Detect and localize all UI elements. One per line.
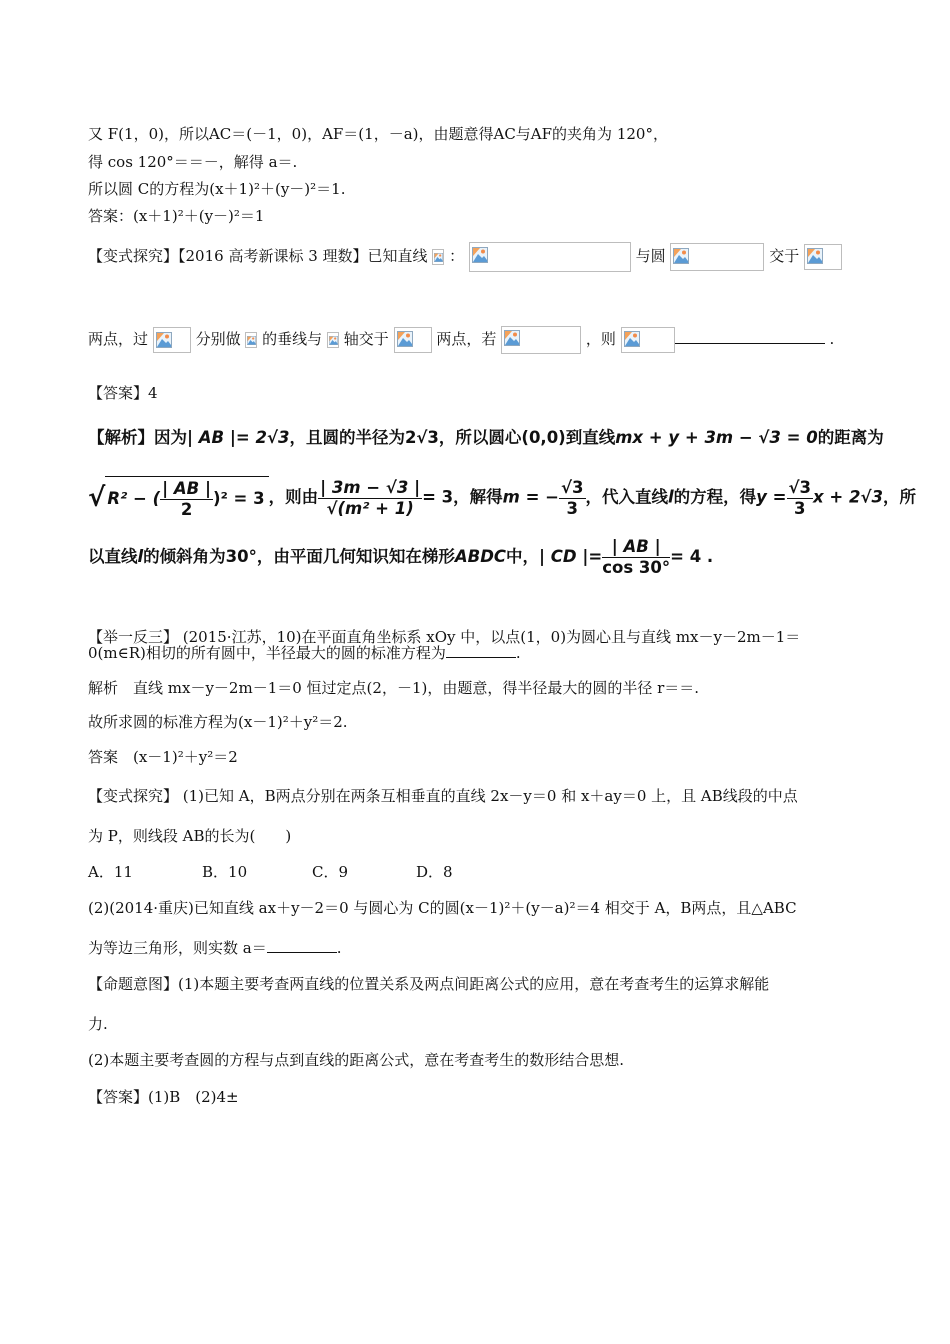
line-text: 以直线 [88,547,138,566]
line-text: 0(m∈R)相切的所有圆中，半径最大的圆的标准方程为 [88,644,446,662]
option-a: A．11 [88,863,133,881]
line-text: . [336,939,342,957]
fraction [602,537,670,578]
answer-blank [446,643,516,658]
solution-line [88,537,713,578]
line-text: . [829,330,835,348]
line-text: ，且圆的半径为 [289,428,405,447]
math [105,476,268,520]
text-line [88,898,797,918]
answer-line: 【答案】4 [88,384,158,402]
text-line [88,786,798,806]
text-line [88,124,668,144]
line-text: 轴交于 [343,330,389,348]
line-text: 为 P，则线段 AB的长为( ) [88,827,292,845]
numerator: √3 [788,477,811,497]
line-text: 交于 [769,247,800,265]
broken-image-icon [394,327,432,353]
broken-image-icon [327,332,339,348]
line-text: 的距离为 [817,428,884,447]
line-text: 得 cos 120°＝＝－，解得 a＝. [88,153,298,171]
numerator: | 3m − √3 | [320,477,421,497]
problem-line [88,326,834,354]
broken-image-icon [501,326,581,354]
line-text: 【解析】因为 [88,428,187,447]
math: )² = 3 [213,489,265,508]
answer-blank [267,938,337,953]
math: | AB |= 2√3 [187,428,290,447]
text-line [88,826,291,846]
math: y = [756,487,787,507]
line-text: ，代入直线 [585,487,669,507]
line-text: 两点，若 [436,330,497,348]
solution-line [88,476,916,520]
line-text: ，所以圆心 [438,428,522,447]
line-text: 中， [506,547,540,566]
broken-image-icon [670,243,764,271]
broken-image-icon [804,244,842,270]
line-text: 到直线 [565,428,616,447]
broken-image-icon [621,327,675,353]
broken-image-icon [153,327,191,353]
answer-blank [675,329,825,344]
denominator: cos 30° [602,558,671,577]
answer-line: 【答案】(1)B (2)4± [88,1088,239,1106]
line-text: 两点，过 [88,330,149,348]
problem-line [88,242,842,272]
math: 30° [225,547,257,566]
line-text: ，则由 [268,487,319,507]
math: = 4 . [670,547,714,566]
line-text: 【变式探究】 (1)已知 A，B两点分别在两条互相垂直的直线 2x－y＝0 和 x＋ay＝0 上，且 AB线段的中点 [88,787,798,805]
option-b: B．10 [202,863,248,881]
text-line [88,712,348,732]
line-text: 【命题意图】(1)本题主要考查两直线的位置关系及两点间距离公式的应用，意在考查考生的运算求解能 [88,975,770,993]
options-line [88,862,453,882]
text-line [88,206,264,226]
text-line [88,974,769,994]
denominator: 2 [180,500,193,519]
math: mx + y + 3m − √3 = 0 [615,428,818,447]
math: 2√3 [404,428,439,447]
line-text: (2)本题主要考查圆的方程与点到直线的距离公式，意在考查考生的数形结合思想. [88,1051,625,1069]
line-text: 的倾斜角为 [143,547,226,566]
option-d: D．8 [416,863,453,881]
math: = 3 [422,487,454,507]
line-text: ，解得 [453,487,503,507]
text-line [88,747,238,767]
answer-line: 答案 (x－1)²＋y²＝2 [88,748,238,766]
numerator: √3 [561,477,584,497]
math: R² − ( [107,489,161,508]
line-text: 为等边三角形，则实数 a＝ [88,939,267,957]
text-line [88,1087,239,1107]
line-text: 【举一反三】 (2015·江苏，10)在平面直角坐标系 xOy 中，以点(1，0)为圆心且与直线 mx－y－2m－1＝ [88,628,801,646]
line-text: 所以圆 C的方程为(x＋1)²＋(y－)²＝1. [88,180,346,198]
numerator: | AB | [162,479,212,498]
text-line [88,643,521,663]
math: (0,0) [521,428,566,447]
fraction [559,478,586,519]
denominator: 3 [794,498,806,518]
text-line [88,1014,108,1034]
line-text: 的垂线与 [262,330,323,348]
solution-line [88,428,884,448]
text-line [88,152,297,172]
broken-image-icon [432,249,444,265]
math: ABDC [454,547,507,566]
line-text: 的方程，得 [673,487,757,507]
line-text: 分别做 [195,330,241,348]
math: l [668,487,674,507]
line-text: ，则 [585,330,616,348]
text-line [88,678,699,698]
line-text: 解析 直线 mx－y－2m－1＝0 恒过定点(2，－1)，由题意，得半径最大的圆的半径 r＝＝. [88,679,700,697]
text-line [88,383,158,403]
text-line [88,179,345,199]
line-text: ，由平面几何知识知在梯形 [256,547,455,566]
text-line [88,1050,624,1070]
line-text: 故所求圆的标准方程为(x－1)²＋y²＝2. [88,713,348,731]
broken-image-icon [469,242,631,272]
math: l [137,547,144,566]
line-text: ，所 [882,487,916,507]
radical-sign: √ [88,483,106,513]
line-text: ： [449,247,465,265]
answer-line: 答案：(x＋1)²＋(y－)²＝1 [88,207,265,225]
math: | CD |= [539,547,603,566]
line-text: 【变式探究】【2016 高考新课标 3 理数】已知直线 [88,247,428,265]
denominator: 3 [566,498,578,518]
line-text: (2)(2014·重庆)已知直线 ax＋y－2＝0 与圆心为 C的圆(x－1)²＋(y－a)²＝4 相交于 A，B两点，且△ABC [88,899,797,917]
text-line [88,938,342,958]
option-c: C．9 [312,863,349,881]
numerator: | AB | [602,537,670,558]
line-text: . [515,644,521,662]
line-text: 与圆 [635,247,666,265]
math: x + 2√3 [813,487,883,507]
line-text: 力. [88,1015,108,1033]
fraction [318,478,422,519]
broken-image-icon [245,332,257,348]
math: m = − [502,487,560,507]
denominator: √(m² + 1) [326,498,414,518]
fraction [160,479,213,520]
fraction [787,478,814,519]
line-text: 又 F(1，0)，所以AC＝(－1，0)，AF＝(1，－a)，由题意得AC与AF的夹角为 120°， [88,125,668,143]
